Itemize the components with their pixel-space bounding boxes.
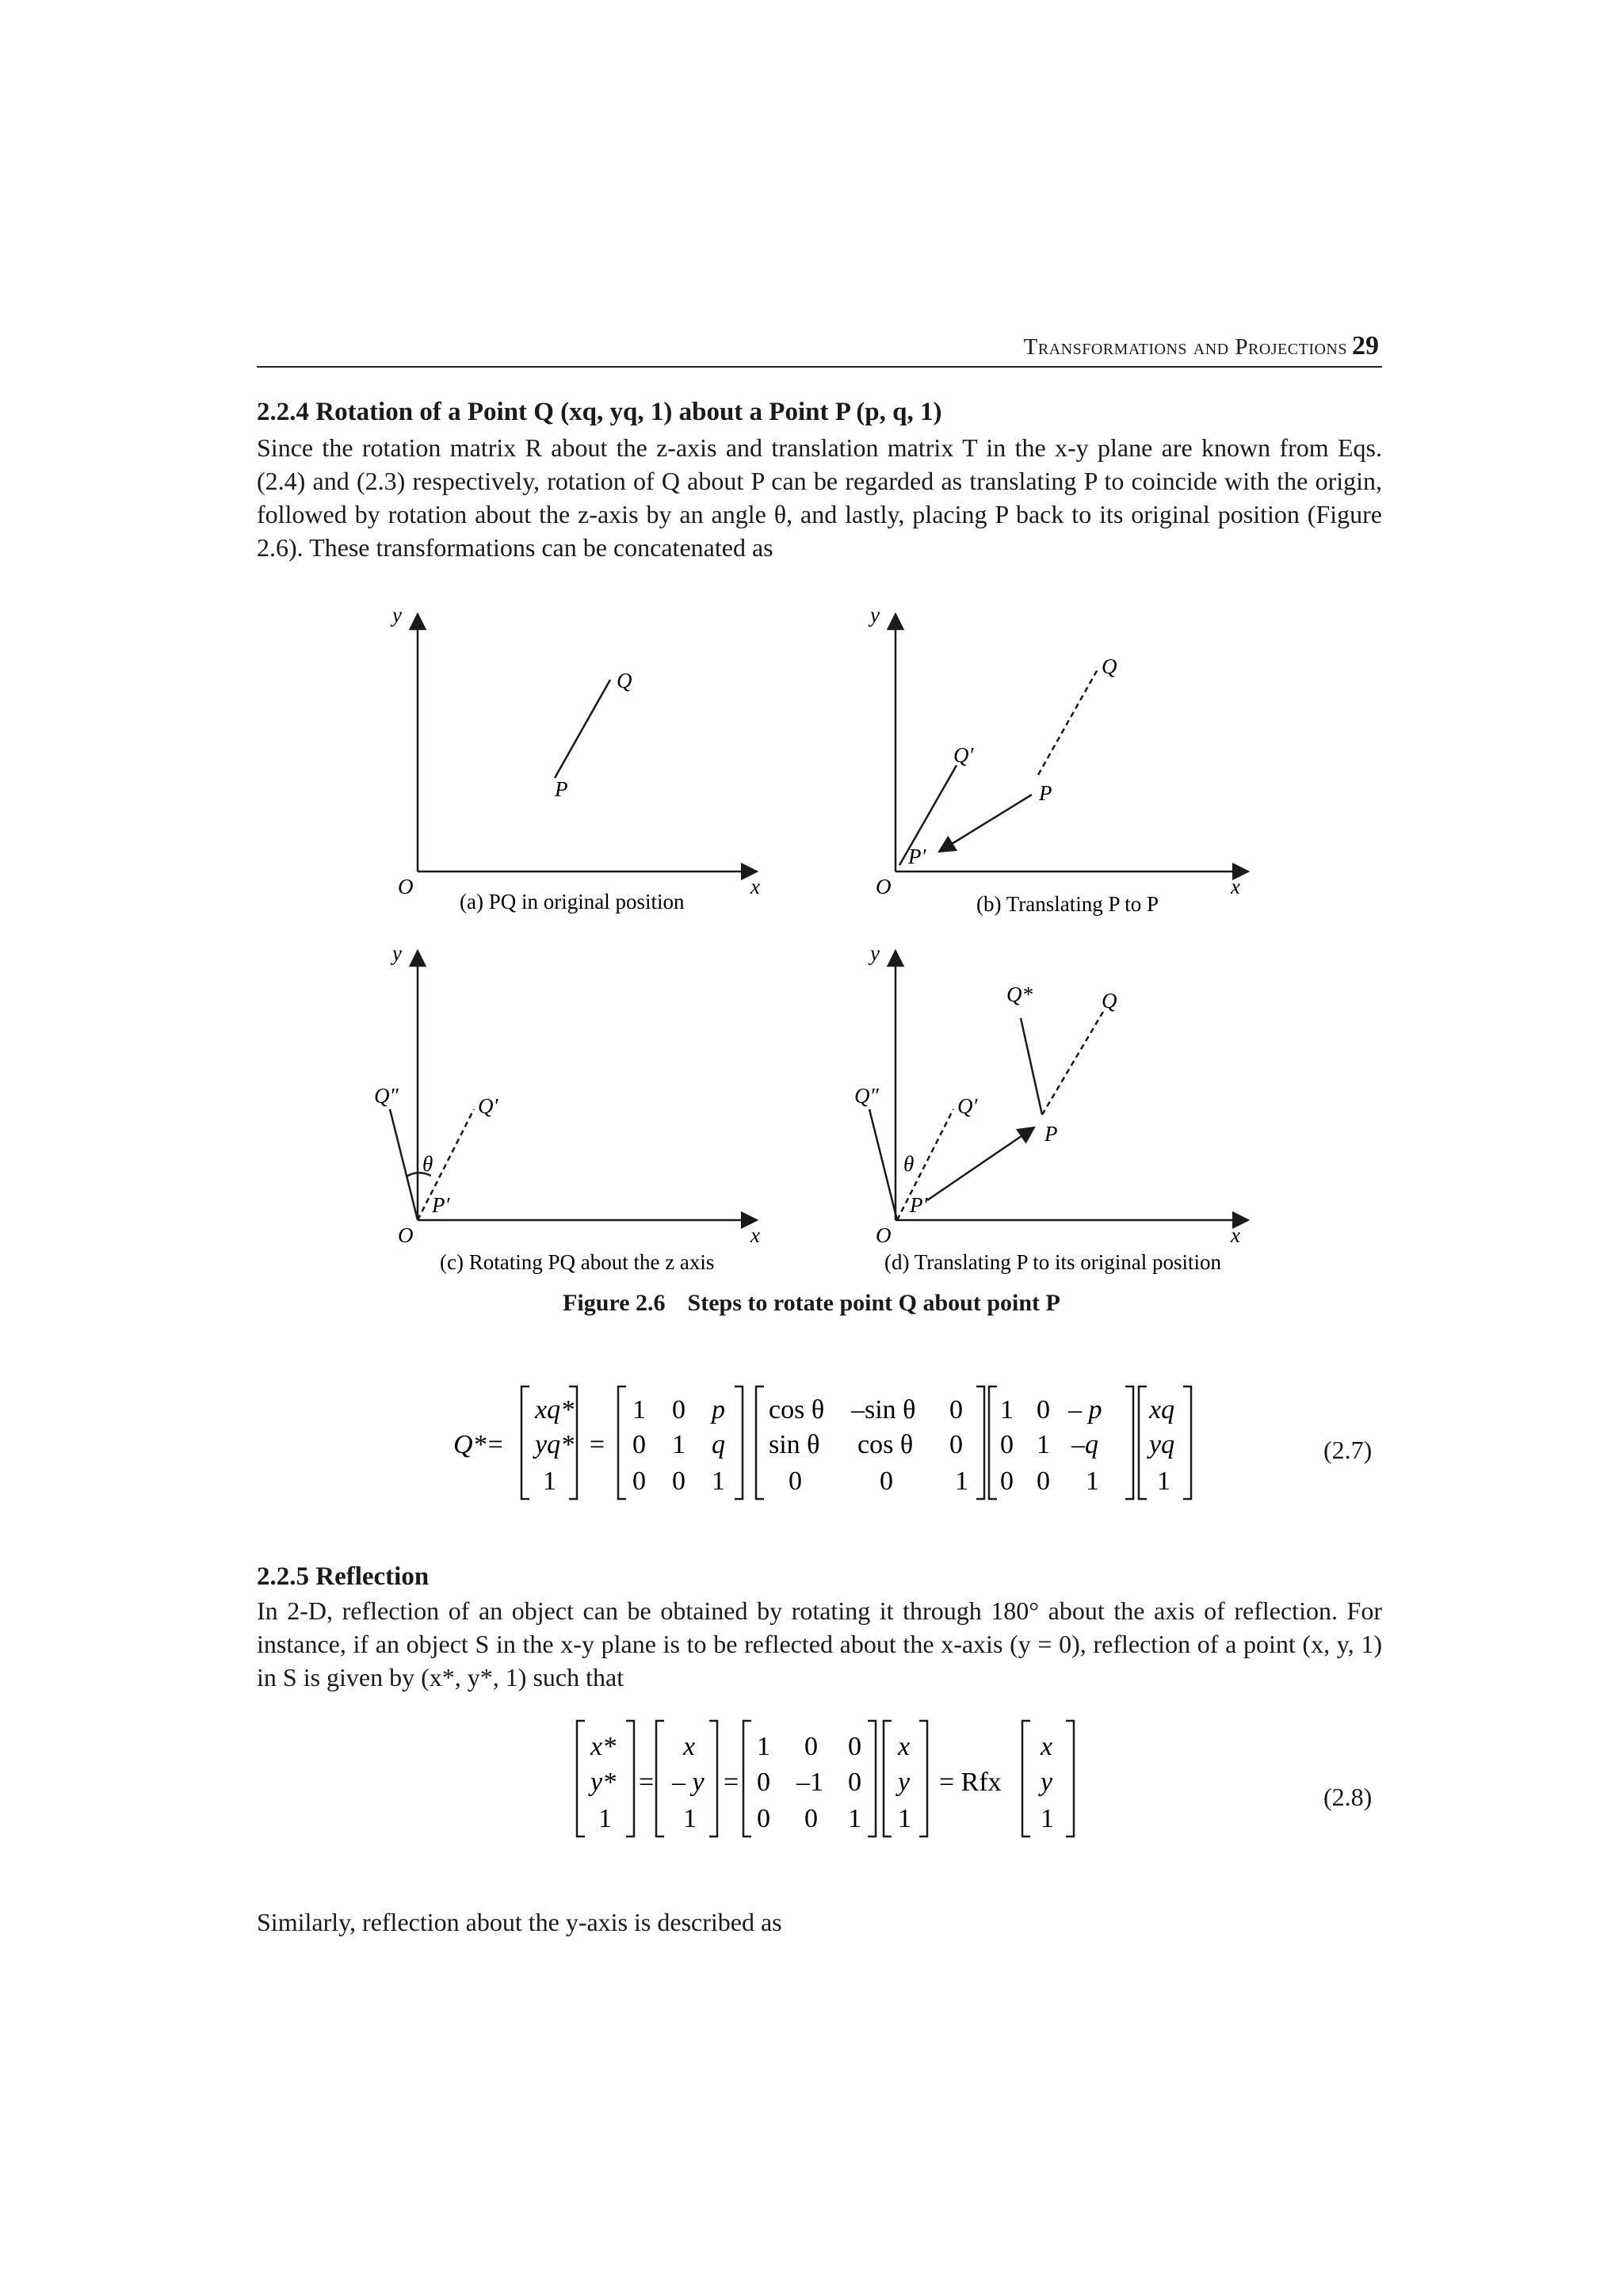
eq27-tneg-entry: 1 <box>1086 1466 1099 1496</box>
section-2-2-5-body: In 2-D, reflection of an object can be obtained by rotating it through 180° about the axis of reflection. For instance, if an object S in the x-y plane is to be reflected about the x-axis (y = 0), reflection of a point (x, y, 1) in S is given by (x*, y*, 1) such that <box>257 1596 1382 1691</box>
equation-number-2-7: (2.7) <box>1323 1436 1373 1464</box>
panel-d-segment-pq-dashed <box>1042 1012 1103 1115</box>
panel-d-origin-label: O <box>876 1223 892 1247</box>
equation-2-8 <box>0 1703 1623 1854</box>
eq27-tpos-entry: 1 <box>672 1430 685 1459</box>
eq28-matrix-entry: 1 <box>848 1804 861 1833</box>
section-2-2-4-body: Since the rotation matrix R about the z-axis and translation matrix T in the x-y plane are known from Eqs. (2.4) and (2.3) respectively, rotation of Q about P can be regarded as translating P to coincide with the origin, followed by rotation about the z-axis by an angle θ, and lastly, placing P back to its original position (Figure 2.6). These transformations can be concatenated as <box>257 433 1382 562</box>
panel-d-y-label: y <box>870 941 880 965</box>
eq28-matrix-bracket-right <box>868 1721 876 1836</box>
eq27-lhs-entry: yq* <box>535 1430 575 1459</box>
eq27-rot-bracket-left <box>756 1386 764 1499</box>
eq28-matrix-entry: –1 <box>796 1768 823 1797</box>
eq28-star-entry: x* <box>590 1732 617 1761</box>
panel-b-translation-arrow <box>939 795 1032 852</box>
eq27-tpos-entry: q <box>712 1430 725 1459</box>
panel-a-x-label: x <box>750 875 760 898</box>
equation-2-7 <box>0 1363 1623 1521</box>
panel-c-q-double-prime-label: Q″ <box>374 1084 399 1108</box>
panel-b-caption: (b) Translating P to P <box>976 892 1159 916</box>
eq27-tneg-bracket-right <box>1125 1386 1133 1499</box>
panel-d-translation-arrow <box>927 1127 1034 1200</box>
eq28-star-bracket-left <box>577 1721 585 1836</box>
panel-a-segment-pq <box>555 680 610 778</box>
eq27-rot-entry: cos θ <box>857 1430 914 1459</box>
panel-c-origin-label: O <box>398 1223 414 1247</box>
eq28-matrix-entry: 0 <box>757 1804 770 1833</box>
eq27-tneg-entry: 0 <box>1037 1395 1050 1425</box>
eq27-rhs-entry: xq <box>1149 1395 1175 1425</box>
eq27-tneg-entry: – p <box>1068 1395 1102 1425</box>
eq28-matrix-bracket-left <box>743 1721 751 1836</box>
section-title-2-2-5: 2.2.5 Reflection <box>257 1562 430 1591</box>
eq27-rot-entry: 0 <box>789 1466 802 1496</box>
eq27-tneg-bracket-left <box>989 1386 997 1499</box>
eq28-rfx <box>939 1768 1002 1797</box>
panel-c-q-prime-label: Q′ <box>478 1094 498 1118</box>
panel-b-x-label: x <box>1231 875 1240 898</box>
panel-d-q-prime-label: Q′ <box>957 1094 978 1118</box>
panel-d-theta-label: θ <box>903 1152 915 1176</box>
panel-a-q-label: Q <box>617 669 632 692</box>
section-title-text: 2.2.4 Rotation of a Point Q (xq, yq, 1) about a Point P (p, q, 1) <box>257 398 942 426</box>
eq28-matrix-entry: 0 <box>848 1768 861 1797</box>
eq27-rot-entry: 1 <box>955 1466 968 1496</box>
eq28-star-entry: y* <box>590 1768 617 1797</box>
eq28-rfx-text: = Rfx <box>939 1768 1002 1797</box>
eq27-tpos-bracket-right <box>735 1386 743 1499</box>
running-head: Transformations and Projections <box>1023 334 1347 360</box>
eq27-rot-entry: sin θ <box>769 1430 820 1459</box>
panel-c-x-label: x <box>750 1223 760 1247</box>
eq27-lhs: Q*= <box>453 1430 505 1459</box>
panel-b-q-prime-label: Q′ <box>953 743 974 767</box>
eq27-rhs-bracket-right <box>1183 1386 1191 1499</box>
eq27-lhs-entry: xq* <box>535 1395 575 1425</box>
eq27-tneg-entry: 0 <box>1037 1466 1050 1496</box>
eq28-matrix-entry: 0 <box>848 1732 861 1761</box>
panel-a-y-label: y <box>392 603 402 627</box>
panel-b-segment-pq-dashed <box>1038 669 1098 775</box>
eq27-tneg-entry: 1 <box>1037 1430 1050 1459</box>
eq27-rot-entry: 0 <box>880 1466 893 1496</box>
eq27-tpos-entry: 1 <box>632 1395 646 1425</box>
eq28-matrix-entry: 0 <box>804 1732 818 1761</box>
eq28-matrix-entry: 0 <box>757 1768 770 1797</box>
eq28-xy2-entry: y <box>1041 1768 1053 1797</box>
eq28-equals: = <box>724 1768 739 1797</box>
eq27-tpos-entry: 1 <box>712 1466 725 1496</box>
eq27-tpos-entry: 0 <box>632 1466 646 1496</box>
eq27-tpos-bracket-left <box>618 1386 626 1499</box>
panel-b-y-label: y <box>870 603 880 627</box>
eq27-rhs-bracket-left <box>1139 1386 1147 1499</box>
panel-d-p-label: P <box>1044 1122 1058 1146</box>
panel-c-y-label: y <box>392 941 402 965</box>
eq27-tpos-entry: p <box>712 1395 725 1425</box>
eq27-tneg-entry: –q <box>1071 1430 1098 1459</box>
eq28-xy-bracket-right <box>919 1721 927 1836</box>
eq28-xy2-bracket-left <box>1022 1721 1030 1836</box>
eq27-tpos-entry: 0 <box>672 1395 685 1425</box>
eq28-xy-entry: y <box>898 1768 911 1797</box>
panel-a-origin-label: O <box>398 875 414 898</box>
figure-label: Figure 2.6 <box>563 1290 666 1316</box>
figure-title: Steps to rotate point Q about point P <box>687 1290 1060 1316</box>
figure-caption <box>0 1290 1623 1317</box>
eq27-lhs-entry: 1 <box>543 1466 556 1496</box>
page-number: 29 <box>1352 331 1379 360</box>
eq28-matrix-entry: 0 <box>804 1804 818 1833</box>
panel-c-segment-q-double-prime <box>390 1109 418 1220</box>
eq27-rot-entry: 0 <box>949 1395 963 1425</box>
eq28-xy-bracket-left <box>884 1721 892 1836</box>
eq27-equals: = <box>590 1430 605 1459</box>
panel-a-p-label: P <box>555 777 568 801</box>
panel-d-q-double-prime-label: Q″ <box>854 1084 879 1108</box>
panel-d-segment-q-double-prime <box>869 1109 897 1220</box>
panel-d-p-prime-label: P′ <box>910 1193 928 1217</box>
eq28-star-bracket-right <box>626 1721 634 1836</box>
eq28-xy2-entry: x <box>1041 1732 1053 1761</box>
eq27-tpos-entry: 0 <box>632 1430 646 1459</box>
eq28-matrix-entry: 1 <box>757 1732 770 1761</box>
eq27-rhs-entry: 1 <box>1157 1466 1170 1496</box>
eq28-equals: = <box>639 1768 655 1797</box>
eq27-tneg-entry: 0 <box>1000 1430 1014 1459</box>
eq28-refl-bracket-left <box>656 1721 664 1836</box>
panel-b-origin-label: O <box>876 875 892 898</box>
eq28-refl-entry: 1 <box>683 1804 697 1833</box>
eq27-tneg-entry: 1 <box>1000 1395 1014 1425</box>
eq28-refl-entry: – y <box>672 1768 705 1797</box>
panel-d-segment-pq-star <box>1021 1018 1042 1115</box>
eq27-rot-entry: –sin θ <box>851 1395 916 1425</box>
eq28-xy-entry: x <box>898 1732 911 1761</box>
eq28-xy2-bracket-right <box>1066 1721 1074 1836</box>
equation-number-2-8: (2.8) <box>1323 1783 1373 1811</box>
eq27-lhs-bracket-left <box>521 1386 529 1499</box>
panel-b-q-label: Q <box>1102 654 1117 678</box>
eq28-xy2-entry: 1 <box>1041 1804 1054 1833</box>
eq28-refl-bracket-right <box>709 1721 717 1836</box>
closing-sentence: Similarly, reflection about the y-axis is described as <box>257 1908 782 1936</box>
panel-b-p-label: P <box>1039 781 1052 805</box>
panel-d-x-label: x <box>1231 1223 1240 1247</box>
eq28-xy-entry: 1 <box>898 1804 911 1833</box>
eq27-rot-entry: cos θ <box>769 1395 825 1425</box>
eq27-rot-entry: 0 <box>949 1430 963 1459</box>
eq28-star-entry: 1 <box>598 1804 612 1833</box>
eq27-rhs-entry: yq <box>1149 1430 1175 1459</box>
eq27-rot-bracket-right <box>976 1386 984 1499</box>
eq27-tneg-entry: 0 <box>1000 1466 1014 1496</box>
panel-a-caption: (a) PQ in original position <box>460 890 685 913</box>
panel-c-caption: (c) Rotating PQ about the z axis <box>440 1250 715 1274</box>
panel-d-caption: (d) Translating P to its original position <box>884 1250 1222 1274</box>
panel-b-p-prime-label: P′ <box>908 845 926 868</box>
panel-d-q-star-label: Q* <box>1006 982 1033 1006</box>
eq27-tpos-entry: 0 <box>672 1466 685 1496</box>
eq28-refl-entry: x <box>683 1732 696 1761</box>
panel-c-p-prime-label: P′ <box>432 1193 450 1217</box>
panel-c-theta-label: θ <box>422 1152 433 1176</box>
panel-d-q-label: Q <box>1102 989 1117 1013</box>
